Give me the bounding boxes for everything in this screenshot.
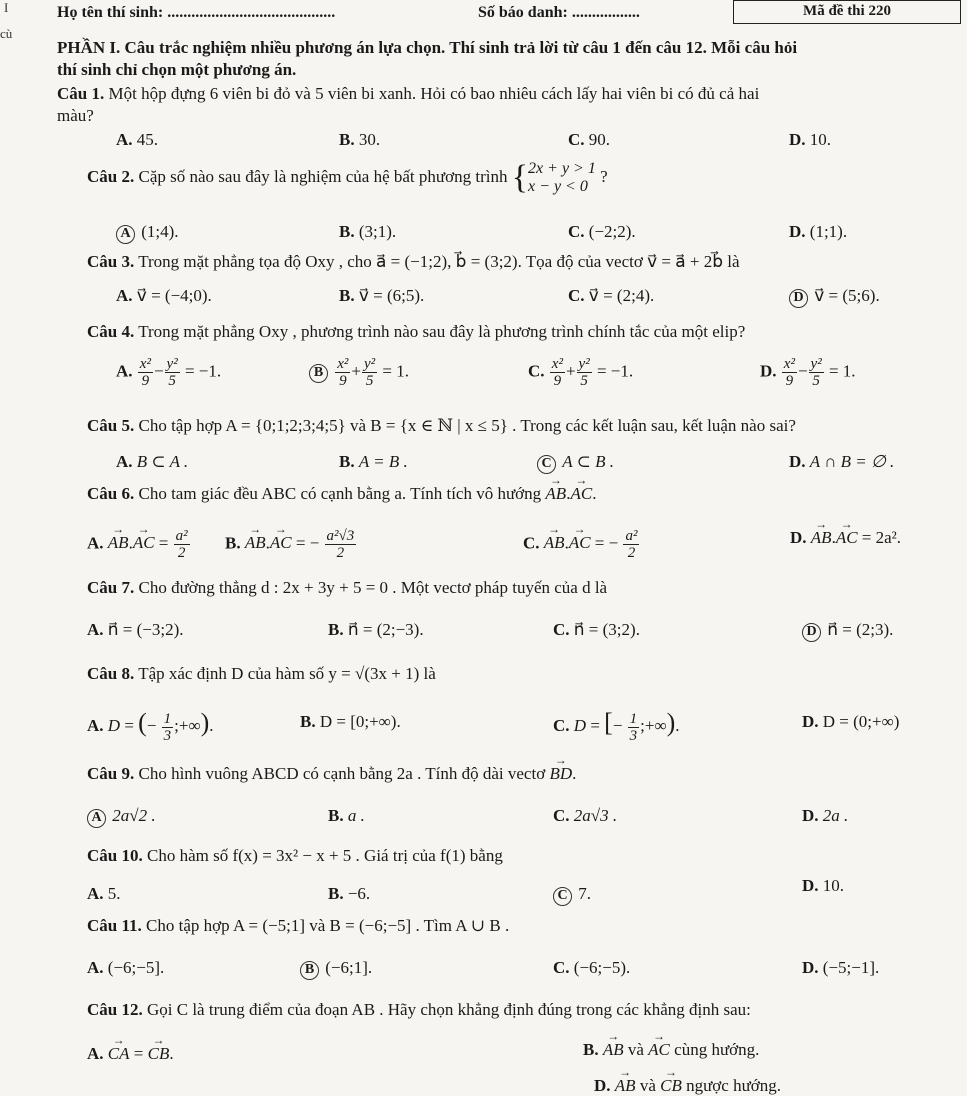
q2-option-a[interactable]: A (1;4).: [116, 222, 179, 244]
selected-mark-icon: B: [309, 364, 328, 383]
question-2: Câu 2. Cặp số nào sau đây là nghiệm của hệ bất phương trình { 2x + y > 1 x − y < 0 ?: [87, 159, 608, 196]
q11-option-a[interactable]: A. (−6;−5].: [87, 958, 165, 977]
exam-code-box: Mã đề thi 220: [733, 0, 961, 24]
q10-option-a[interactable]: A. 5.: [87, 884, 121, 903]
q1-option-c[interactable]: C. 90.: [568, 130, 611, 149]
q8-option-b[interactable]: B. D = [0;+∞).: [300, 712, 401, 731]
question-7: Câu 7. Cho đường thẳng d : 2x + 3y + 5 = 0 . Một vectơ pháp tuyến của d là: [87, 578, 608, 597]
selected-mark-icon: B: [300, 961, 319, 980]
q3-option-b[interactable]: B. v⃗ = (6;5).: [339, 286, 425, 305]
question-1: Câu 1. Một hộp đựng 6 viên bi đỏ và 5 viên bi xanh. Hỏi có bao nhiêu cách lấy hai viên bi có đủ cả hai: [57, 84, 760, 103]
q1-option-b[interactable]: B. 30.: [339, 130, 381, 149]
selected-mark-icon: D: [789, 289, 808, 308]
q11-option-c[interactable]: C. (−6;−5).: [553, 958, 631, 977]
question-9: Câu 9. Cho hình vuông ABCD có cạnh bằng 2a . Tính độ dài vectơ → BD.: [87, 764, 576, 784]
q12-option-b[interactable]: B. → AB và → AC cùng hướng.: [583, 1040, 759, 1060]
section-title-2: thí sinh chỉ chọn một phương án.: [57, 60, 297, 79]
q6-option-c[interactable]: C. → AB.→ AC = − $\frac{\text{a²}}{2}$: [523, 528, 640, 561]
q2-option-b[interactable]: B. (3;1).: [339, 222, 397, 241]
q9-option-c[interactable]: C. 2a√3 .: [553, 806, 618, 825]
candidate-number-label: Số báo danh: .................: [478, 4, 640, 21]
question-11: Câu 11. Cho tập hợp A = (−5;1] và B = (−6;−5] . Tìm A ∪ B .: [87, 916, 510, 935]
q3-option-d[interactable]: D v⃗ = (5;6).: [789, 286, 880, 308]
margin-mark-left: cù: [0, 26, 13, 41]
question-10: Câu 10. Cho hàm số f(x) = 3x² − x + 5 . Giá trị của f(1) bằng: [87, 846, 503, 865]
q5-option-a[interactable]: A. B ⊂ A .: [116, 452, 189, 471]
question-4: Câu 4. Trong mặt phẳng Oxy , phương trình nào sau đây là phương trình chính tắc của một elip?: [87, 322, 746, 341]
selected-mark-icon: A: [87, 809, 106, 828]
q5-option-c[interactable]: C A ⊂ B .: [537, 452, 614, 474]
q11-option-d[interactable]: D. (−5;−1].: [802, 958, 880, 977]
margin-mark-top: I: [4, 0, 9, 15]
question-6: Câu 6. Cho tam giác đều ABC có cạnh bằng a. Tính tích vô hướng → AB.→ AC.: [87, 484, 596, 504]
q5-option-b[interactable]: B. A = B .: [339, 452, 408, 471]
q8-option-a[interactable]: A. D = (− $\frac{1}{3}$ ;+∞).: [87, 708, 214, 744]
q10-option-d[interactable]: D. 10.: [802, 876, 845, 895]
q9-option-b[interactable]: B. a .: [328, 806, 365, 825]
q8-option-d[interactable]: D. D = (0;+∞): [802, 712, 900, 731]
q1-option-d[interactable]: D. 10.: [789, 130, 832, 149]
section-title: PHẦN I. Câu trắc nghiệm nhiều phương án lựa chọn. Thí sinh trả lời từ câu 1 đến câu 12. Mỗi câu hỏi: [57, 38, 798, 57]
q2-system: 2x + y > 1 x − y < 0: [528, 160, 596, 195]
q12-option-d[interactable]: D. → AB và → CB ngược hướng.: [594, 1076, 781, 1096]
q3-option-c[interactable]: C. v⃗ = (2;4).: [568, 286, 655, 305]
q1-option-a[interactable]: A. 45.: [116, 130, 159, 149]
q4-option-c[interactable]: C. $\frac{\text{x²}}{9}$ + $\frac{\text{y²}}{5}$ = −1.: [528, 356, 634, 389]
q10-option-c[interactable]: C 7.: [553, 884, 591, 906]
selected-mark-icon: C: [553, 887, 572, 906]
q6-option-a[interactable]: A. → AB.→ AC = $\frac{\text{a²}}{2}$: [87, 528, 191, 561]
q9-option-a[interactable]: A 2a√2 .: [87, 806, 156, 828]
q11-option-b[interactable]: B (−6;1].: [300, 958, 372, 980]
q4-option-d[interactable]: D. $\frac{\text{x²}}{9}$ − $\frac{\text{y²}}{5}$ = 1.: [760, 356, 856, 389]
selected-mark-icon: A: [116, 225, 135, 244]
q7-option-c[interactable]: C. n⃗ = (3;2).: [553, 620, 640, 639]
q3-option-a[interactable]: A. v⃗ = (−4;0).: [116, 286, 212, 305]
question-5: Câu 5. Cho tập hợp A = {0;1;2;3;4;5} và B = {x ∈ ℕ | x ≤ 5} . Trong các kết luận sau, kết luận nào sai?: [87, 416, 796, 435]
selected-mark-icon: C: [537, 455, 556, 474]
q6-option-d[interactable]: D. → AB.→ AC = 2a².: [790, 528, 901, 548]
q6-option-b[interactable]: B. → AB.→ AC = − $\frac{\text{a²√3}}{2}$: [225, 528, 357, 561]
q7-option-b[interactable]: B. n⃗ = (2;−3).: [328, 620, 424, 639]
selected-mark-icon: D: [802, 623, 821, 642]
q2-option-c[interactable]: C. (−2;2).: [568, 222, 636, 241]
q10-option-b[interactable]: B. −6.: [328, 884, 371, 903]
q12-option-a[interactable]: A. → CA = → CB.: [87, 1044, 174, 1064]
student-name-label: Họ tên thí sinh: ..........................................: [57, 4, 336, 21]
q4-option-a[interactable]: A. $\frac{\text{x²}}{9}$ − $\frac{\text{y²}}{5}$ = −1.: [116, 356, 222, 389]
question-3: Câu 3. Trong mặt phẳng tọa độ Oxy , cho a⃗ = (−1;2), b⃗ = (3;2). Tọa độ của vectơ v⃗ = a⃗ + 2b⃗ là: [87, 252, 740, 271]
q4-option-b[interactable]: B $\frac{\text{x²}}{9}$ + $\frac{\text{y²}}{5}$ = 1.: [309, 356, 409, 389]
q7-option-a[interactable]: A. n⃗ = (−3;2).: [87, 620, 184, 639]
question-1-cont: màu?: [57, 106, 94, 125]
q7-option-d[interactable]: D n⃗ = (2;3).: [802, 620, 893, 642]
question-8: Câu 8. Tập xác định D của hàm số y = √(3x + 1) là: [87, 664, 436, 683]
q9-option-d[interactable]: D. 2a .: [802, 806, 849, 825]
question-12: Câu 12. Gọi C là trung điểm của đoạn AB . Hãy chọn khẳng định đúng trong các khẳng định sau:: [87, 1000, 751, 1019]
q8-option-c[interactable]: C. D = [− $\frac{1}{3}$ ;+∞).: [553, 708, 680, 744]
q2-option-d[interactable]: D. (1;1).: [789, 222, 848, 241]
q5-option-d[interactable]: D. A ∩ B = ∅ .: [789, 452, 895, 471]
